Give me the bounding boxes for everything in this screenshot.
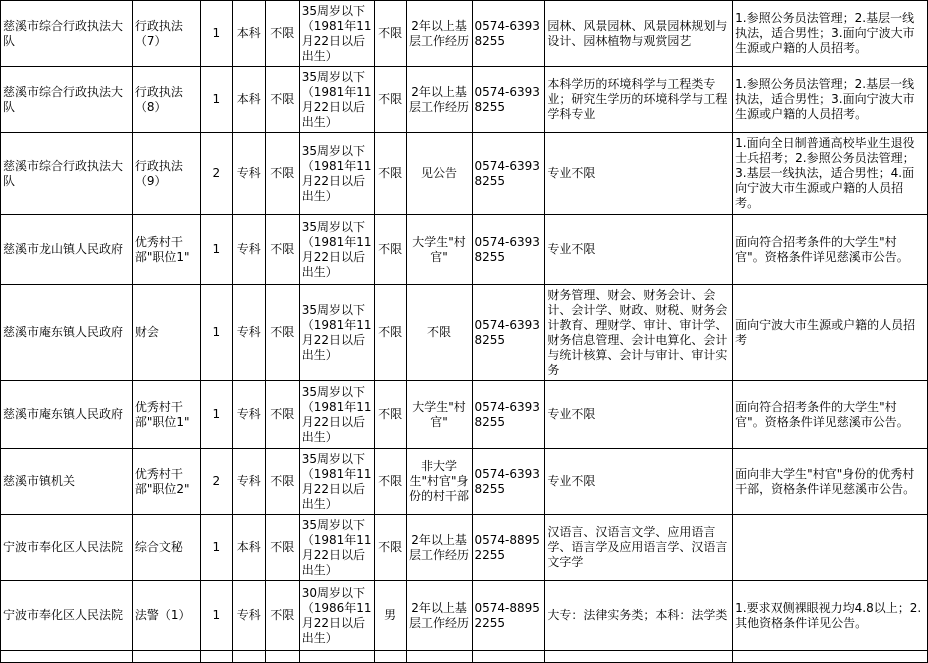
gender-cell: 不限	[374, 381, 406, 449]
major-cell: 园林、风景园林、风景园林规划与设计、园林植物与观赏园艺	[545, 1, 733, 67]
count-cell: 2	[200, 449, 232, 515]
remarks-cell: 面向非大学生"村官"身份的优秀村干部，资格条件详见慈溪市公告。	[733, 449, 928, 515]
experience-cell: 非大学生"村官"身份的村干部	[406, 449, 472, 515]
unit-cell: 慈溪市庵东镇人民政府	[1, 285, 133, 381]
table-row	[1, 133, 928, 215]
position-cell: 行政执法（7）	[132, 1, 200, 67]
gender-cell: 男	[374, 581, 406, 651]
remarks-cell: 面向宁波大市生源或户籍的人员招考	[733, 285, 928, 381]
empty-cell	[265, 651, 299, 663]
gender-cell: 不限	[374, 515, 406, 581]
degree-cell: 不限	[265, 515, 299, 581]
degree-cell: 不限	[265, 133, 299, 215]
remarks-cell: 1.要求双侧裸眼视力均4.8以上；2.其他资格条件详见公告。	[733, 581, 928, 651]
unit-cell: 宁波市奉化区人民法院	[1, 581, 133, 651]
table-row	[1, 215, 928, 285]
table-row	[1, 449, 928, 515]
unit-cell: 慈溪市综合行政执法大队	[1, 67, 133, 133]
age-cell: 35周岁以下（1981年11月22日以后出生）	[299, 449, 374, 515]
degree-cell: 不限	[265, 1, 299, 67]
degree-cell: 不限	[265, 581, 299, 651]
phone-cell: 0574-88952255	[472, 515, 545, 581]
major-cell: 大专：法律实务类；本科：法学类	[545, 581, 733, 651]
gender-cell: 不限	[374, 133, 406, 215]
education-cell: 专科	[232, 581, 265, 651]
phone-cell: 0574-88952255	[472, 581, 545, 651]
count-cell: 1	[200, 67, 232, 133]
major-cell: 财务管理、财会、财务会计、会计、会计学、财政、财税、财务会计教育、理财学、审计、审计学、财务信息管理、会计电算化、会计与统计核算、会计与审计、审计实务	[545, 285, 733, 381]
experience-cell: 2年以上基层工作经历	[406, 581, 472, 651]
age-cell: 35周岁以下（1981年11月22日以后出生）	[299, 67, 374, 133]
empty-cell	[733, 651, 928, 663]
age-cell: 30周岁以下（1986年11月22日以后出生）	[299, 581, 374, 651]
empty-cell	[200, 651, 232, 663]
table-row	[1, 67, 928, 133]
unit-cell: 慈溪市镇机关	[1, 449, 133, 515]
age-cell: 35周岁以下（1981年11月22日以后出生）	[299, 381, 374, 449]
age-cell: 35周岁以下（1981年11月22日以后出生）	[299, 1, 374, 67]
empty-cell	[406, 651, 472, 663]
experience-cell: 大学生"村官"	[406, 381, 472, 449]
count-cell: 1	[200, 581, 232, 651]
major-cell: 专业不限	[545, 381, 733, 449]
position-cell: 优秀村干部"职位2"	[132, 449, 200, 515]
education-cell: 专科	[232, 449, 265, 515]
gender-cell: 不限	[374, 285, 406, 381]
table-row	[1, 1, 928, 67]
phone-cell: 0574-63938255	[472, 67, 545, 133]
gender-cell: 不限	[374, 1, 406, 67]
education-cell: 专科	[232, 133, 265, 215]
empty-cell	[472, 651, 545, 663]
unit-cell: 慈溪市综合行政执法大队	[1, 1, 133, 67]
position-cell: 行政执法（8）	[132, 67, 200, 133]
empty-cell	[374, 651, 406, 663]
education-cell: 专科	[232, 381, 265, 449]
education-cell: 本科	[232, 1, 265, 67]
position-cell: 综合文秘	[132, 515, 200, 581]
gender-cell: 不限	[374, 449, 406, 515]
experience-cell: 2年以上基层工作经历	[406, 515, 472, 581]
table-row	[1, 515, 928, 581]
age-cell: 35周岁以下（1981年11月22日以后出生）	[299, 285, 374, 381]
degree-cell: 不限	[265, 215, 299, 285]
gender-cell: 不限	[374, 215, 406, 285]
position-cell: 优秀村干部"职位1"	[132, 381, 200, 449]
count-cell: 2	[200, 133, 232, 215]
unit-cell: 慈溪市龙山镇人民政府	[1, 215, 133, 285]
phone-cell: 0574-63938255	[472, 1, 545, 67]
table-row	[1, 381, 928, 449]
remarks-cell: 1.参照公务员法管理；2.基层一线执法，适合男性；3.面向宁波大市生源或户籍的人员招考。	[733, 1, 928, 67]
education-cell: 专科	[232, 285, 265, 381]
remarks-cell: 面向符合招考条件的大学生"村官"。资格条件详见慈溪市公告。	[733, 215, 928, 285]
phone-cell: 0574-63938255	[472, 381, 545, 449]
experience-cell: 2年以上基层工作经历	[406, 67, 472, 133]
experience-cell: 见公告	[406, 133, 472, 215]
education-cell: 本科	[232, 67, 265, 133]
position-cell: 财会	[132, 285, 200, 381]
unit-cell: 慈溪市综合行政执法大队	[1, 133, 133, 215]
position-cell: 法警（1）	[132, 581, 200, 651]
experience-cell: 大学生"村官"	[406, 215, 472, 285]
table-row-partial	[1, 651, 928, 663]
degree-cell: 不限	[265, 449, 299, 515]
age-cell: 35周岁以下（1981年11月22日以后出生）	[299, 215, 374, 285]
phone-cell: 0574-63938255	[472, 449, 545, 515]
count-cell: 1	[200, 285, 232, 381]
remarks-cell: 1.参照公务员法管理；2.基层一线执法，适合男性；3.面向宁波大市生源或户籍的人员招考。	[733, 67, 928, 133]
count-cell: 1	[200, 215, 232, 285]
unit-cell: 慈溪市庵东镇人民政府	[1, 381, 133, 449]
unit-cell: 宁波市奉化区人民法院	[1, 515, 133, 581]
empty-cell	[232, 651, 265, 663]
degree-cell: 不限	[265, 381, 299, 449]
remarks-cell: 面向符合招考条件的大学生"村官"。资格条件详见慈溪市公告。	[733, 381, 928, 449]
education-cell: 专科	[232, 215, 265, 285]
empty-cell	[132, 651, 200, 663]
major-cell: 专业不限	[545, 133, 733, 215]
table-row	[1, 285, 928, 381]
remarks-cell: 1.面向全日制普通高校毕业生退役士兵招考；2.参照公务员法管理；3.基层一线执法，适合男性；4.面向宁波大市生源或户籍的人员招考。	[733, 133, 928, 215]
age-cell: 35周岁以下（1981年11月22日以后出生）	[299, 515, 374, 581]
major-cell: 本科学历的环境科学与工程类专业；研究生学历的环境科学与工程学科专业	[545, 67, 733, 133]
empty-cell	[1, 651, 133, 663]
experience-cell: 2年以上基层工作经历	[406, 1, 472, 67]
remarks-cell	[733, 515, 928, 581]
major-cell: 汉语言、汉语言文学、应用语言学、语言学及应用语言学、汉语言文字学	[545, 515, 733, 581]
empty-cell	[545, 651, 733, 663]
empty-cell	[299, 651, 374, 663]
position-cell: 行政执法（9）	[132, 133, 200, 215]
degree-cell: 不限	[265, 67, 299, 133]
position-cell: 优秀村干部"职位1"	[132, 215, 200, 285]
phone-cell: 0574-63938255	[472, 133, 545, 215]
major-cell: 专业不限	[545, 449, 733, 515]
gender-cell: 不限	[374, 67, 406, 133]
age-cell: 35周岁以下（1981年11月22日以后出生）	[299, 133, 374, 215]
major-cell: 专业不限	[545, 215, 733, 285]
education-cell: 本科	[232, 515, 265, 581]
count-cell: 1	[200, 515, 232, 581]
count-cell: 1	[200, 381, 232, 449]
count-cell: 1	[200, 1, 232, 67]
table-row	[1, 581, 928, 651]
phone-cell: 0574-63938255	[472, 285, 545, 381]
phone-cell: 0574-63938255	[472, 215, 545, 285]
experience-cell: 不限	[406, 285, 472, 381]
degree-cell: 不限	[265, 285, 299, 381]
